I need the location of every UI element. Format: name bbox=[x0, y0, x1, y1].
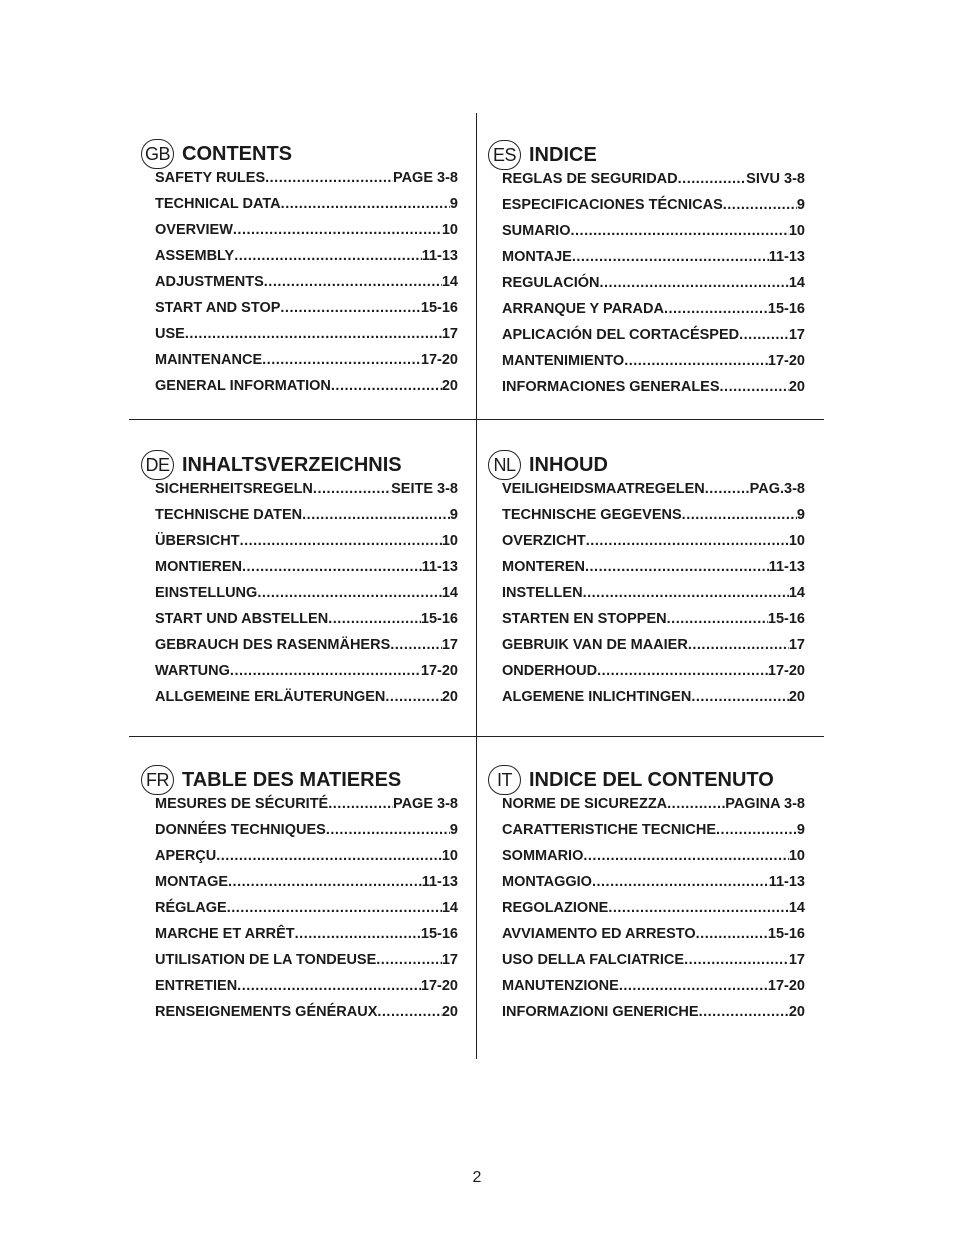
toc-entry bbox=[155, 502, 458, 528]
toc-entry-page: 20 bbox=[788, 1004, 805, 1020]
toc-entry-label: REGOLAZIONE bbox=[502, 900, 609, 916]
toc-entry-label: MONTEREN bbox=[502, 559, 585, 575]
toc-entry-page: 20 bbox=[788, 689, 805, 705]
dot-leader bbox=[328, 606, 421, 632]
toc-entry-label: INSTELLEN bbox=[502, 585, 583, 601]
dot-leader bbox=[227, 895, 442, 921]
toc-entry-label: INFORMAZIONI GENERICHE bbox=[502, 1004, 699, 1020]
toc-entry-label: MARCHE ET ARRÊT bbox=[155, 926, 295, 942]
toc-entry bbox=[502, 580, 805, 606]
toc-entry bbox=[502, 192, 805, 218]
toc-entry bbox=[502, 632, 805, 658]
dot-leader bbox=[572, 244, 769, 270]
toc-entry bbox=[155, 217, 458, 243]
dot-leader bbox=[216, 843, 442, 869]
toc-entry bbox=[155, 973, 458, 999]
toc-entry-page: 9 bbox=[449, 196, 458, 212]
toc-entry-label: WARTUNG bbox=[155, 663, 230, 679]
dot-leader bbox=[302, 502, 450, 528]
toc-entry-page: 15-16 bbox=[767, 611, 805, 627]
toc-list bbox=[155, 165, 458, 399]
toc-entry-label: USE bbox=[155, 326, 185, 342]
toc-entry bbox=[502, 554, 805, 580]
toc-section-fr bbox=[141, 765, 458, 1020]
toc-entry bbox=[155, 869, 458, 895]
toc-entry bbox=[155, 243, 458, 269]
toc-entry-page: 15-16 bbox=[767, 301, 805, 317]
toc-entry bbox=[502, 684, 805, 710]
language-badge: ES bbox=[488, 140, 521, 170]
dot-leader bbox=[696, 921, 768, 947]
toc-entry-page: 17 bbox=[788, 637, 805, 653]
toc-entry-page: 9 bbox=[796, 197, 805, 213]
dot-leader bbox=[240, 528, 442, 554]
toc-entry bbox=[155, 476, 458, 502]
dot-leader bbox=[233, 217, 442, 243]
section-title: CONTENTS bbox=[182, 143, 292, 165]
row-divider bbox=[129, 419, 824, 420]
toc-entry-label: SAFETY RULES bbox=[155, 170, 266, 186]
dot-leader bbox=[265, 165, 393, 191]
toc-entry bbox=[155, 606, 458, 632]
toc-entry-page: 15-16 bbox=[420, 300, 458, 316]
dot-leader bbox=[331, 373, 442, 399]
toc-entry-label: OVERZICHT bbox=[502, 533, 586, 549]
toc-entry bbox=[502, 973, 805, 999]
dot-leader bbox=[228, 869, 422, 895]
toc-entry-label: CARATTERISTICHE TECNICHE bbox=[502, 822, 717, 838]
toc-entry-page: 17-20 bbox=[767, 663, 805, 679]
toc-entry-page: 11-13 bbox=[421, 248, 458, 264]
page-number: 2 bbox=[472, 1169, 482, 1186]
toc-entry-label: SOMMARIO bbox=[502, 848, 584, 864]
toc-entry-page: 17 bbox=[441, 326, 458, 342]
toc-entry-label: ALGEMENE INLICHTINGEN bbox=[502, 689, 692, 705]
toc-entry bbox=[502, 658, 805, 684]
dot-leader bbox=[583, 580, 789, 606]
toc-entry-page: 17 bbox=[441, 952, 458, 968]
toc-entry-label: INFORMACIONES GENERALES bbox=[502, 379, 720, 395]
dot-leader bbox=[597, 658, 768, 684]
dot-leader bbox=[678, 166, 747, 192]
toc-list bbox=[502, 791, 805, 1025]
toc-entry bbox=[502, 791, 805, 817]
toc-entry-page: 11-13 bbox=[421, 559, 458, 575]
toc-entry-label: MESURES DE SÉCURITÉ bbox=[155, 796, 329, 812]
toc-entry bbox=[502, 476, 805, 502]
toc-entry-page: SIVU 3-8 bbox=[746, 171, 805, 187]
toc-entry bbox=[155, 269, 458, 295]
dot-leader bbox=[280, 295, 421, 321]
dot-leader bbox=[723, 192, 797, 218]
toc-entry-label: APLICACIÓN DEL CORTACÉSPED bbox=[502, 327, 740, 343]
toc-entry-label: MANUTENZIONE bbox=[502, 978, 619, 994]
toc-entry-label: ASSEMBLY bbox=[155, 248, 235, 264]
toc-entry-label: UTILISATION DE LA TONDEUSE bbox=[155, 952, 377, 968]
toc-entry-page: 15-16 bbox=[767, 926, 805, 942]
toc-entry-label: NORME DE SICUREZZA bbox=[502, 796, 668, 812]
toc-entry-label: MANTENIMIENTO bbox=[502, 353, 625, 369]
toc-entry bbox=[155, 295, 458, 321]
toc-entry-page: 20 bbox=[441, 1004, 458, 1020]
toc-entry-page: 10 bbox=[788, 223, 805, 239]
dot-leader bbox=[705, 476, 750, 502]
dot-leader bbox=[699, 999, 789, 1025]
dot-leader bbox=[262, 347, 421, 373]
dot-leader bbox=[264, 269, 442, 295]
toc-entry bbox=[502, 606, 805, 632]
toc-entry bbox=[155, 347, 458, 373]
toc-entry bbox=[502, 348, 805, 374]
toc-entry-label: VEILIGHEIDSMAATREGELEN bbox=[502, 481, 705, 497]
toc-entry-label: START UND ABSTELLEN bbox=[155, 611, 329, 627]
dot-leader bbox=[684, 947, 789, 973]
toc-entry bbox=[155, 921, 458, 947]
dot-leader bbox=[377, 999, 441, 1025]
toc-entry-label: MONTAGE bbox=[155, 874, 229, 890]
toc-entry-label: START AND STOP bbox=[155, 300, 281, 316]
dot-leader bbox=[237, 973, 421, 999]
toc-section-it bbox=[488, 765, 805, 1020]
toc-entry-label: MONTAJE bbox=[502, 249, 572, 265]
toc-entry-page: 9 bbox=[449, 507, 458, 523]
toc-entry-label: TECHNISCHE GEGEVENS bbox=[502, 507, 682, 523]
toc-entry-label: MAINTENANCE bbox=[155, 352, 263, 368]
toc-entry-label: EINSTELLUNG bbox=[155, 585, 258, 601]
toc-list bbox=[155, 791, 458, 1025]
toc-entry bbox=[155, 658, 458, 684]
toc-entry bbox=[502, 166, 805, 192]
toc-entry-label: ONDERHOUD bbox=[502, 663, 598, 679]
toc-section-de bbox=[141, 450, 458, 705]
language-badge: DE bbox=[141, 450, 174, 480]
toc-entry-page: PAG.3-8 bbox=[749, 481, 805, 497]
toc-entry-label: APERÇU bbox=[155, 848, 217, 864]
dot-leader bbox=[667, 791, 725, 817]
toc-entry-label: SUMARIO bbox=[502, 223, 571, 239]
toc-entry-page: 17-20 bbox=[420, 978, 458, 994]
toc-entry bbox=[502, 895, 805, 921]
toc-entry-label: AVVIAMENTO ED ARRESTO bbox=[502, 926, 696, 942]
toc-entry bbox=[155, 999, 458, 1025]
dot-leader bbox=[720, 374, 789, 400]
dot-leader bbox=[583, 843, 789, 869]
toc-entry-label: GENERAL INFORMATION bbox=[155, 378, 331, 394]
toc-entry bbox=[502, 374, 805, 400]
toc-entry bbox=[502, 528, 805, 554]
toc-entry bbox=[155, 817, 458, 843]
toc-entry-label: ALLGEMEINE ERLÄUTERUNGEN bbox=[155, 689, 386, 705]
dot-leader bbox=[664, 296, 768, 322]
toc-entry-page: 9 bbox=[449, 822, 458, 838]
language-badge: GB bbox=[141, 139, 174, 169]
toc-list bbox=[502, 476, 805, 710]
dot-leader bbox=[624, 348, 768, 374]
toc-entry-page: 15-16 bbox=[420, 926, 458, 942]
toc-entry-label: ADJUSTMENTS bbox=[155, 274, 264, 290]
toc-list bbox=[155, 476, 458, 710]
dot-leader bbox=[390, 632, 442, 658]
toc-entry-page: 14 bbox=[788, 275, 805, 291]
toc-entry-page: PAGE 3-8 bbox=[392, 796, 458, 812]
toc-entry-label: TECHNICAL DATA bbox=[155, 196, 281, 212]
toc-entry-page: 17-20 bbox=[767, 978, 805, 994]
toc-entry-page: 17-20 bbox=[767, 353, 805, 369]
toc-entry-page: 11-13 bbox=[768, 874, 805, 890]
dot-leader bbox=[328, 791, 393, 817]
toc-entry-label: RÉGLAGE bbox=[155, 900, 227, 916]
toc-entry-label: USO DELLA FALCIATRICE bbox=[502, 952, 685, 968]
toc-entry bbox=[502, 296, 805, 322]
section-title: TABLE DES MATIERES bbox=[182, 769, 402, 791]
dot-leader bbox=[619, 973, 768, 999]
column-divider bbox=[476, 113, 477, 1059]
toc-entry-page: 10 bbox=[788, 848, 805, 864]
toc-entry bbox=[155, 684, 458, 710]
toc-entry-label: ARRANQUE Y PARADA bbox=[502, 301, 664, 317]
toc-entry-label: RENSEIGNEMENTS GÉNÉRAUX bbox=[155, 1004, 378, 1020]
toc-entry-page: 17-20 bbox=[420, 352, 458, 368]
toc-entry-page: 10 bbox=[441, 848, 458, 864]
toc-entry bbox=[155, 791, 458, 817]
toc-entry bbox=[502, 270, 805, 296]
dot-leader bbox=[257, 580, 442, 606]
toc-entry-page: 17-20 bbox=[420, 663, 458, 679]
toc-entry bbox=[502, 502, 805, 528]
toc-entry bbox=[155, 554, 458, 580]
toc-entry-page: PAGINA 3-8 bbox=[725, 796, 805, 812]
section-title: INHOUD bbox=[529, 454, 608, 476]
dot-leader bbox=[281, 191, 450, 217]
dot-leader bbox=[608, 895, 789, 921]
toc-entry-label: ENTRETIEN bbox=[155, 978, 238, 994]
language-badge: NL bbox=[488, 450, 521, 480]
toc-entry bbox=[502, 999, 805, 1025]
toc-entry bbox=[155, 895, 458, 921]
language-badge: IT bbox=[488, 765, 521, 795]
toc-entry-page: 14 bbox=[788, 585, 805, 601]
toc-list bbox=[502, 166, 805, 400]
toc-entry bbox=[502, 218, 805, 244]
toc-entry bbox=[155, 321, 458, 347]
toc-section-nl bbox=[488, 450, 805, 705]
toc-entry-page: 10 bbox=[788, 533, 805, 549]
toc-entry-page: PAGE 3-8 bbox=[392, 170, 458, 186]
toc-entry-label: REGLAS DE SEGURIDAD bbox=[502, 171, 678, 187]
dot-leader bbox=[376, 947, 442, 973]
toc-entry bbox=[502, 947, 805, 973]
row-divider bbox=[129, 736, 824, 737]
toc-entry-page: 10 bbox=[441, 222, 458, 238]
toc-entry-label: GEBRUIK VAN DE MAAIER bbox=[502, 637, 688, 653]
toc-section-gb bbox=[141, 139, 458, 394]
dot-leader bbox=[570, 218, 788, 244]
toc-entry bbox=[155, 580, 458, 606]
toc-entry-page: 9 bbox=[796, 822, 805, 838]
dot-leader bbox=[313, 476, 391, 502]
toc-entry bbox=[502, 921, 805, 947]
dot-leader bbox=[592, 869, 769, 895]
dot-leader bbox=[682, 502, 797, 528]
toc-entry bbox=[502, 869, 805, 895]
dot-leader bbox=[295, 921, 421, 947]
toc-entry-page: 11-13 bbox=[768, 559, 805, 575]
toc-entry-label: DONNÉES TECHNIQUES bbox=[155, 822, 326, 838]
toc-section-es bbox=[488, 140, 805, 395]
toc-entry-page: SEITE 3-8 bbox=[391, 481, 458, 497]
dot-leader bbox=[739, 322, 789, 348]
toc-entry-label: ESPECIFICACIONES TÉCNICAS bbox=[502, 197, 723, 213]
dot-leader bbox=[230, 658, 421, 684]
toc-entry bbox=[155, 632, 458, 658]
toc-entry-page: 11-13 bbox=[768, 249, 805, 265]
toc-entry-page: 20 bbox=[788, 379, 805, 395]
toc-entry bbox=[502, 244, 805, 270]
dot-leader bbox=[242, 554, 422, 580]
toc-entry bbox=[155, 843, 458, 869]
section-title: INHALTSVERZEICHNIS bbox=[182, 454, 402, 476]
toc-entry-label: REGULACIÓN bbox=[502, 275, 600, 291]
dot-leader bbox=[688, 632, 789, 658]
toc-entry bbox=[155, 191, 458, 217]
toc-entry-page: 14 bbox=[441, 585, 458, 601]
toc-entry bbox=[155, 165, 458, 191]
toc-entry-page: 14 bbox=[788, 900, 805, 916]
toc-entry bbox=[155, 528, 458, 554]
toc-entry-label: STARTEN EN STOPPEN bbox=[502, 611, 667, 627]
toc-entry-label: TECHNISCHE DATEN bbox=[155, 507, 303, 523]
dot-leader bbox=[599, 270, 788, 296]
toc-entry-page: 9 bbox=[796, 507, 805, 523]
toc-entry-label: MONTAGGIO bbox=[502, 874, 592, 890]
language-badge: FR bbox=[141, 765, 174, 795]
toc-entry bbox=[502, 843, 805, 869]
toc-entry-page: 20 bbox=[441, 378, 458, 394]
toc-entry-page: 14 bbox=[441, 274, 458, 290]
toc-entry-page: 17 bbox=[788, 327, 805, 343]
toc-entry-label: MONTIEREN bbox=[155, 559, 242, 575]
section-title: INDICE DEL CONTENUTO bbox=[529, 769, 774, 791]
toc-entry-page: 15-16 bbox=[420, 611, 458, 627]
toc-entry-page: 14 bbox=[441, 900, 458, 916]
toc-entry-page: 11-13 bbox=[421, 874, 458, 890]
toc-entry-page: 20 bbox=[441, 689, 458, 705]
toc-entry bbox=[502, 817, 805, 843]
dot-leader bbox=[667, 606, 768, 632]
dot-leader bbox=[691, 684, 789, 710]
dot-leader bbox=[234, 243, 421, 269]
dot-leader bbox=[385, 684, 441, 710]
dot-leader bbox=[586, 528, 789, 554]
dot-leader bbox=[326, 817, 450, 843]
toc-entry-label: SICHERHEITSREGELN bbox=[155, 481, 313, 497]
toc-entry-label: OVERVIEW bbox=[155, 222, 233, 238]
toc-entry-label: GEBRAUCH DES RASENMÄHERS bbox=[155, 637, 391, 653]
dot-leader bbox=[185, 321, 442, 347]
toc-entry bbox=[502, 322, 805, 348]
toc-entry bbox=[155, 373, 458, 399]
toc-entry bbox=[155, 947, 458, 973]
toc-entry-page: 10 bbox=[441, 533, 458, 549]
toc-entry-label: ÜBERSICHT bbox=[155, 533, 240, 549]
toc-entry-page: 17 bbox=[441, 637, 458, 653]
dot-leader bbox=[585, 554, 769, 580]
section-title: INDICE bbox=[529, 144, 597, 166]
toc-entry-page: 17 bbox=[788, 952, 805, 968]
dot-leader bbox=[716, 817, 797, 843]
